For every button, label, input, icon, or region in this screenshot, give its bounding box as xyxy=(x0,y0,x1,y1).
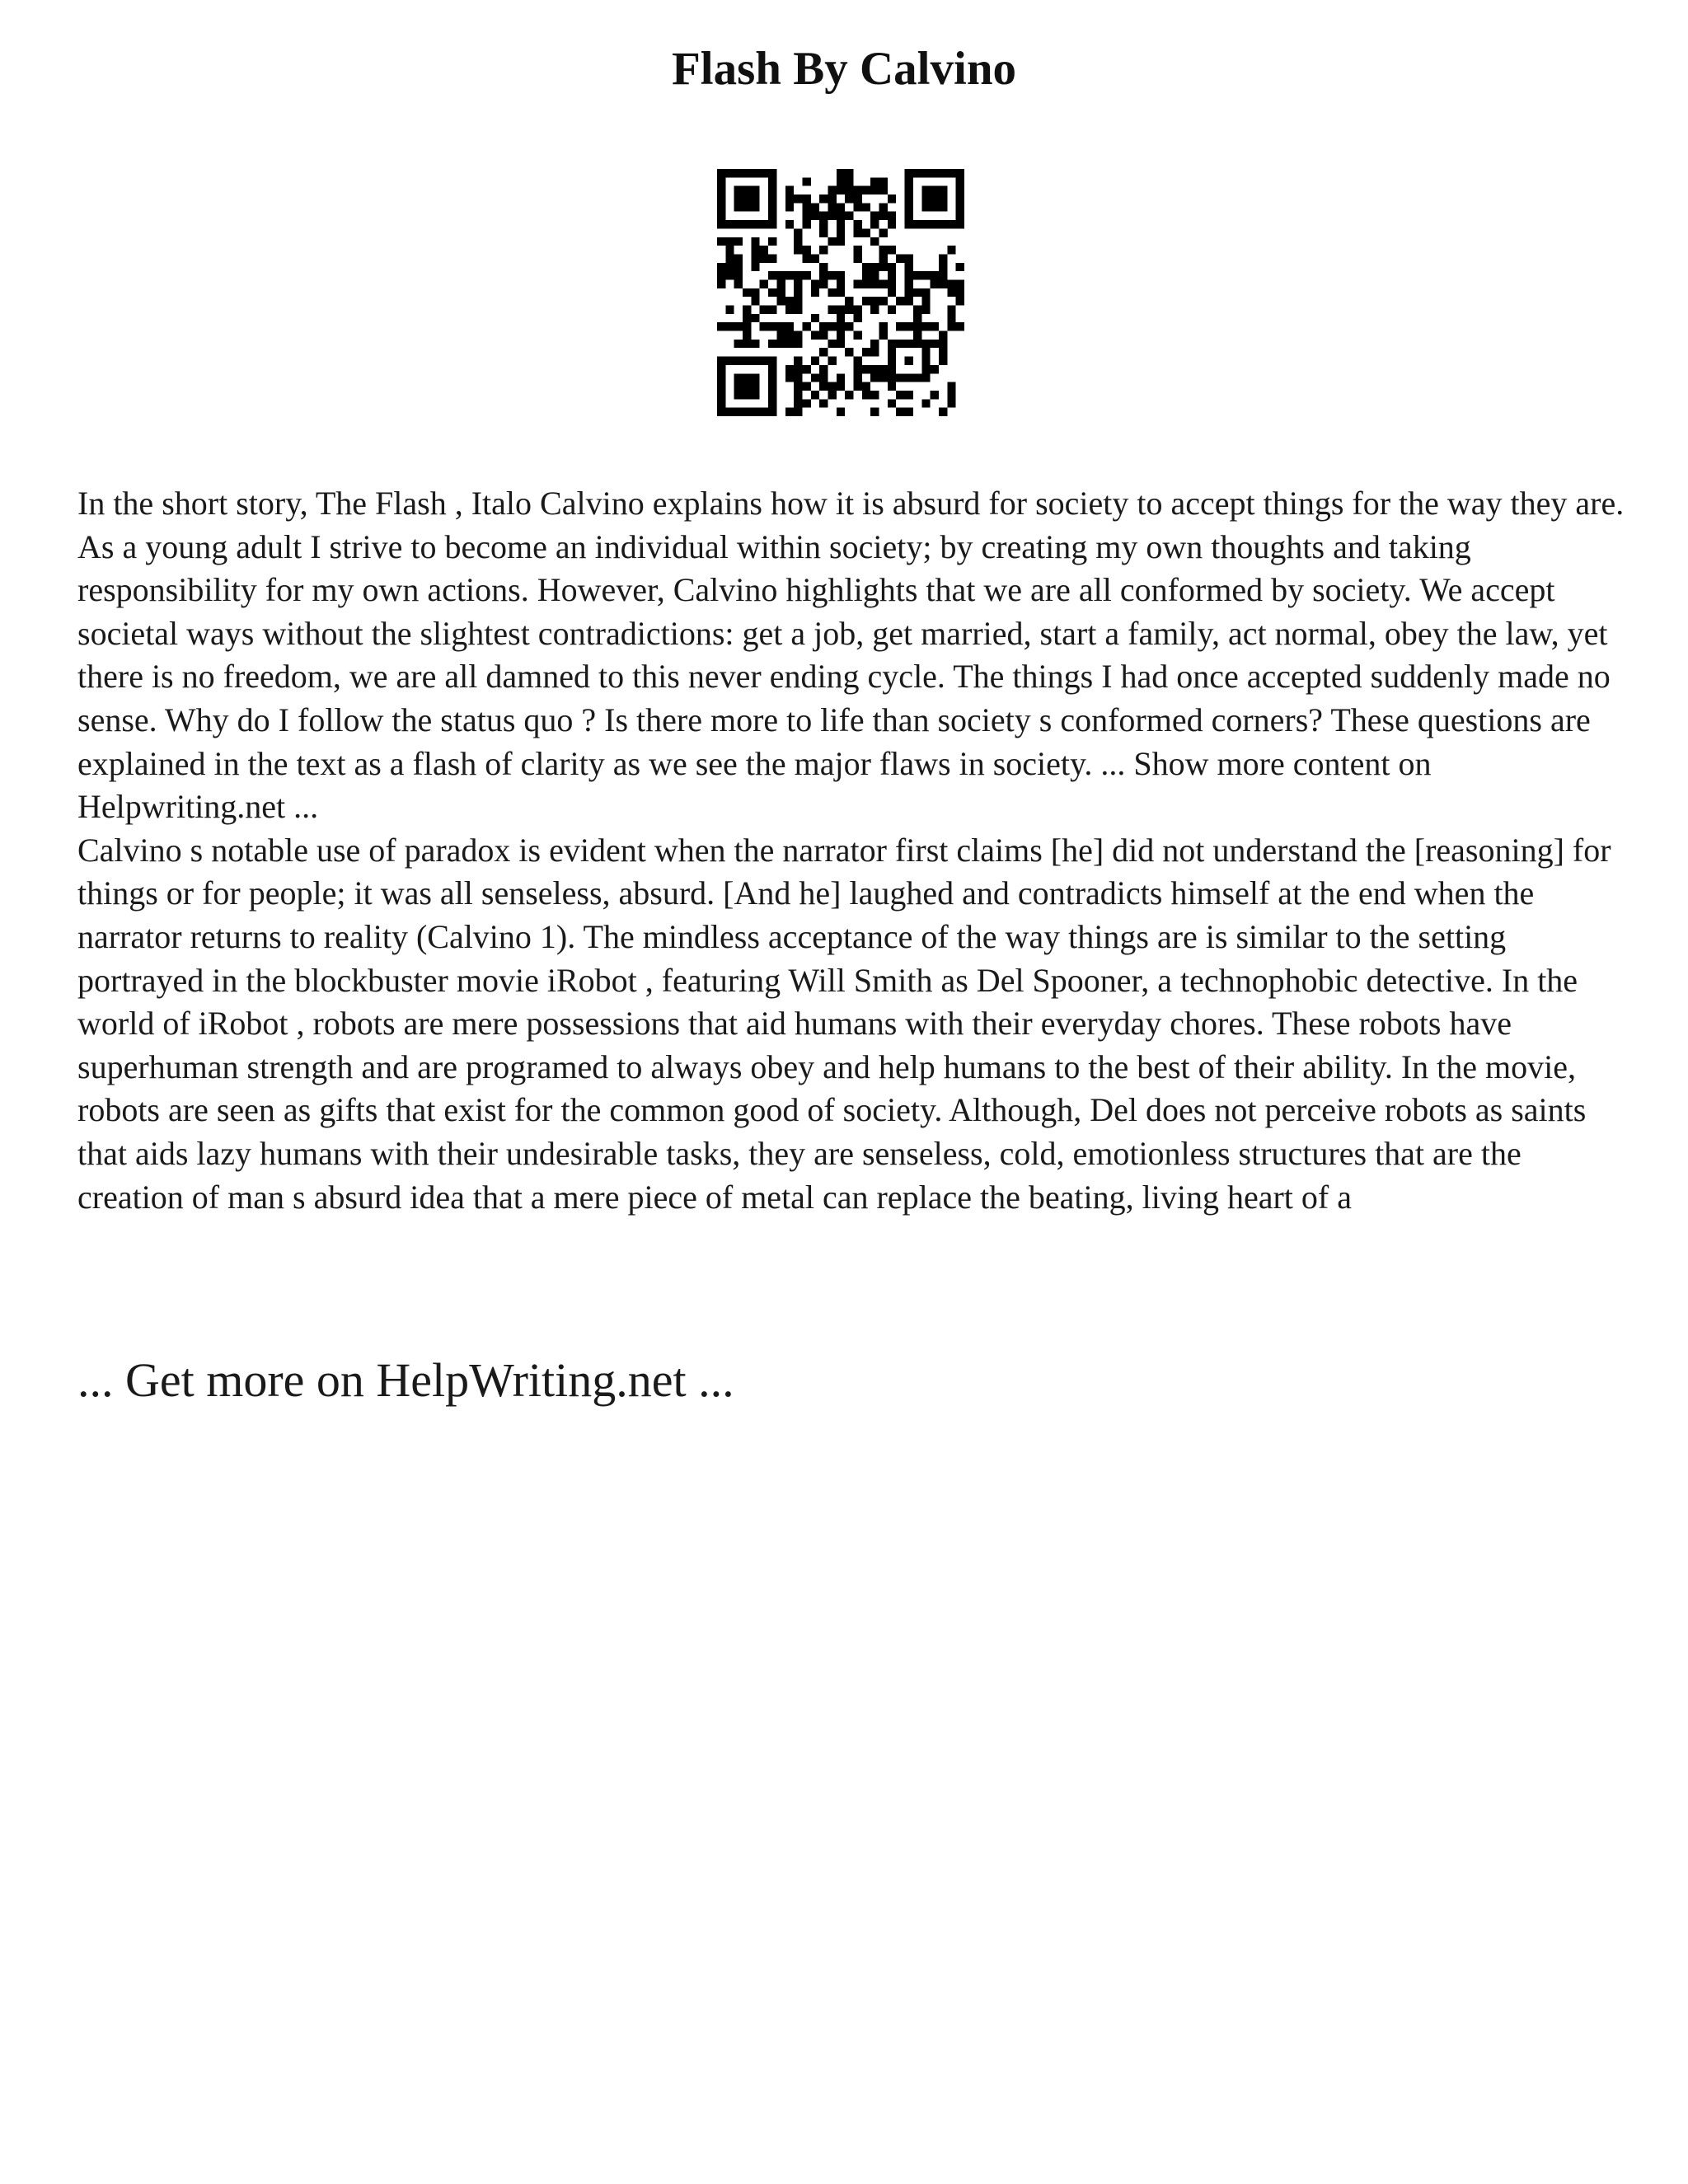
qr-code-icon xyxy=(717,169,964,416)
get-more-link[interactable]: ... Get more on HelpWriting.net ... xyxy=(77,1353,734,1407)
page-title: Flash By Calvino xyxy=(671,43,1017,95)
paragraph: In the short story, The Flash , Italo Calvino explains how it is absurd for society to accept things for the way they are. As a young adult I strive to become an individual within society; by creating my own thoughts and taking responsibility for my own actions. However, Calvino highlights that we are all conformed by society. We accept societal ways without the slightest contradictions: get a job, get married, start a family, act normal, obey the law, yet there is no freedom, we are all damned to this never ending cycle. The things I had once accepted suddenly made no sense. Why do I follow the status quo ? Is there more to life than society s conformed corners? These questions are explained in the text as a flash of clarity as we see the major flaws in society. ... Show more content on Helpwriting.net ... xyxy=(77,485,1625,826)
qr-code[interactable] xyxy=(717,169,964,416)
article-body xyxy=(77,482,1627,1219)
paragraph: Calvino s notable use of paradox is evident when the narrator first claims [he] did not understand the [reasoning] for things or for people; it was all senseless, absurd. [And he] laughed and contradicts himself at the end when the narrator returns to reality (Calvino 1). The mindless acceptance of the way things are is similar to the setting portrayed in the blockbuster movie iRobot , featuring Will Smith as Del Spooner, a technophobic detective. In the world of iRobot , robots are mere possessions that aid humans with their everyday chores. These robots have superhuman strength and are programed to always obey and help humans to the best of their ability. In the movie, robots are seen as gifts that exist for the common good of society. Although, Del does not perceive robots as saints that aids lazy humans with their undesirable tasks, they are senseless, cold, emotionless structures that are the creation of man s absurd idea that a mere piece of metal can replace the beating, living heart of a xyxy=(77,831,1611,1216)
